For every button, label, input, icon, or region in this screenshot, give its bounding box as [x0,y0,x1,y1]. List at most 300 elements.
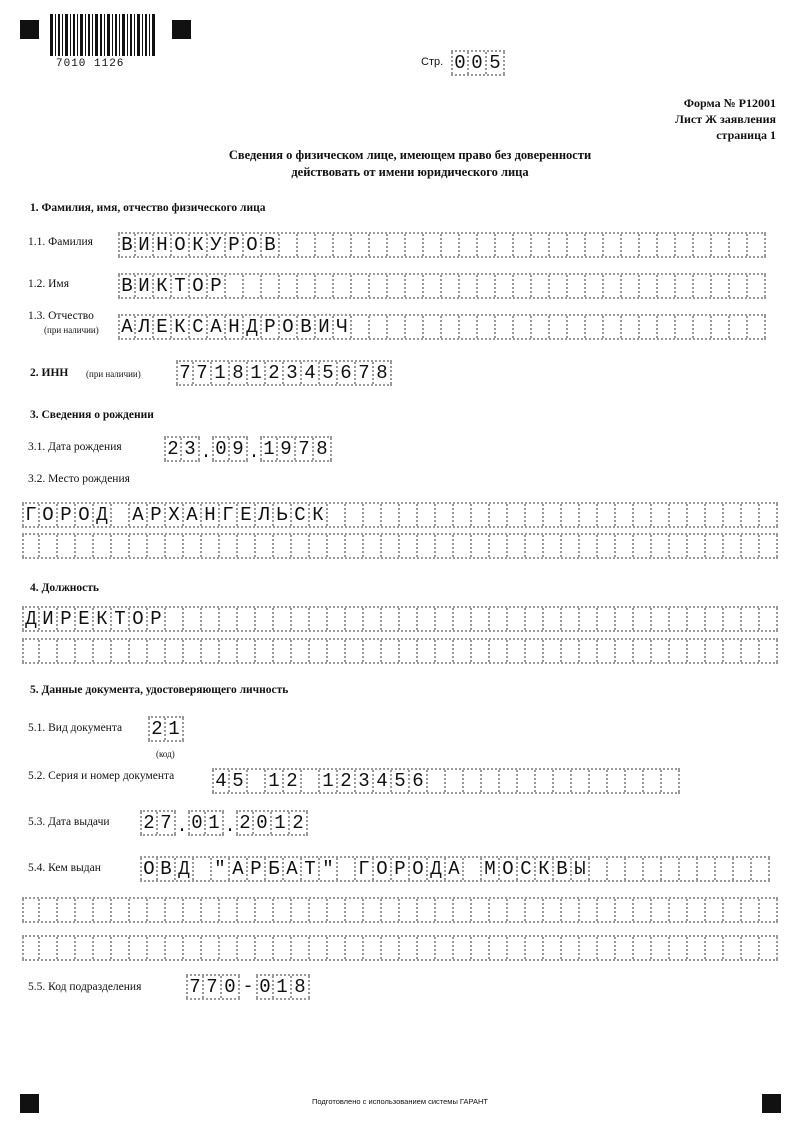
char-cell [364,608,382,630]
inn-field[interactable] [176,360,392,386]
char-cell [436,640,454,662]
char-cell [184,608,202,630]
char-cell [562,608,580,630]
char-cell [334,275,352,297]
char-cell: 8 [314,438,332,460]
char-cell: 2 [236,812,254,834]
char-cell: О [190,275,208,297]
char-cell [544,608,562,630]
inn-note: (при наличии) [86,369,141,379]
char-cell [478,316,496,338]
char-cell [472,899,490,921]
char-cell [508,535,526,557]
char-cell [280,275,298,297]
char-cell [724,504,742,526]
char-cell [112,535,130,557]
char-cell [40,899,58,921]
char-cell [670,937,688,959]
char-cell [568,234,586,256]
char-cell [508,899,526,921]
page-number-field[interactable] [451,50,505,76]
char-cell: Г [22,504,40,526]
char-cell: 0 [256,976,274,998]
char-cell: В [298,316,316,338]
date-separator: . [200,443,212,463]
char-cell: 5 [487,52,505,74]
char-cell [460,275,478,297]
char-cell [626,858,644,880]
char-cell [454,504,472,526]
char-cell: 0 [212,438,230,460]
form-sheet: Лист Ж заявления [675,112,776,126]
char-cell [400,608,418,630]
char-cell [112,899,130,921]
char-cell [382,608,400,630]
char-cell [346,937,364,959]
char-cell [352,316,370,338]
char-cell: Г [356,858,374,880]
char-cell [184,535,202,557]
char-cell [442,316,460,338]
char-cell [550,275,568,297]
char-cell: И [136,275,154,297]
char-cell [652,937,670,959]
char-cell [598,640,616,662]
char-cell [724,640,742,662]
char-cell [568,316,586,338]
char-cell: Р [248,858,266,880]
char-cell [586,316,604,338]
char-cell [562,504,580,526]
char-cell [562,640,580,662]
char-cell: Р [148,504,166,526]
issue-date-field[interactable] [140,810,308,836]
char-cell: К [536,858,554,880]
char-cell [760,535,778,557]
char-cell: 2 [290,812,308,834]
char-cell [640,234,658,256]
char-cell [518,770,536,792]
dob-month[interactable] [212,436,248,462]
char-cell [446,770,464,792]
char-cell [22,899,40,921]
char-cell [580,899,598,921]
char-cell [406,275,424,297]
char-cell [382,504,400,526]
char-cell [194,858,212,880]
char-cell [626,770,644,792]
char-cell [496,275,514,297]
char-cell [454,640,472,662]
char-cell: 7 [356,362,374,384]
char-cell [688,608,706,630]
char-cell [550,234,568,256]
char-cell: Н [202,504,220,526]
char-cell: 8 [374,362,392,384]
char-cell [706,899,724,921]
char-cell [256,899,274,921]
char-cell [202,640,220,662]
char-cell [238,535,256,557]
char-cell [316,234,334,256]
char-cell: 7 [194,362,212,384]
char-cell: Е [154,316,172,338]
char-cell [562,937,580,959]
char-cell [22,535,40,557]
char-cell: О [280,316,298,338]
char-cell [706,608,724,630]
char-cell [544,640,562,662]
char-cell: 2 [338,770,356,792]
char-cell [166,608,184,630]
char-cell [40,640,58,662]
char-cell [406,234,424,256]
char-cell [346,504,364,526]
char-cell [112,504,130,526]
char-cell [202,899,220,921]
dob-label: 3.1. Дата рождения [28,441,122,453]
char-cell [748,316,766,338]
char-cell [292,535,310,557]
char-cell [202,608,220,630]
char-cell [94,937,112,959]
char-cell [472,937,490,959]
char-cell [424,316,442,338]
char-cell: 6 [338,362,356,384]
char-cell [490,640,508,662]
char-cell [716,858,734,880]
char-cell [514,316,532,338]
char-cell [166,535,184,557]
char-cell: К [94,608,112,630]
char-cell: Г [220,504,238,526]
char-cell [418,899,436,921]
char-cell [662,858,680,880]
char-cell [482,770,500,792]
char-cell [490,608,508,630]
char-cell: 4 [302,362,320,384]
form-id [675,95,776,143]
char-cell [298,234,316,256]
char-cell: Р [262,316,280,338]
char-cell [310,640,328,662]
char-cell [352,234,370,256]
char-cell: А [284,858,302,880]
char-cell [526,937,544,959]
char-cell [616,640,634,662]
char-cell: 7 [176,362,194,384]
char-cell [634,608,652,630]
char-cell: 4 [212,770,230,792]
char-cell [112,937,130,959]
char-cell [706,937,724,959]
patronymic-field[interactable] [118,314,766,340]
char-cell: 3 [182,438,200,460]
char-cell [670,640,688,662]
char-cell [652,899,670,921]
dob-day[interactable] [164,436,200,462]
char-cell: Т [172,275,190,297]
position-field-line-1[interactable] [22,606,778,632]
char-cell: С [518,858,536,880]
char-cell [256,640,274,662]
name-field[interactable] [118,273,766,299]
char-cell [166,640,184,662]
char-cell [130,899,148,921]
char-cell [508,937,526,959]
char-cell: С [292,504,310,526]
char-cell: А [130,504,148,526]
surname-field[interactable] [118,232,766,258]
char-cell [652,504,670,526]
issuer-field-line-2[interactable] [22,897,778,923]
char-cell: Р [226,234,244,256]
char-cell: Р [392,858,410,880]
char-cell [760,937,778,959]
char-cell [598,608,616,630]
char-cell [598,535,616,557]
char-cell [436,899,454,921]
dept-code-separator: - [242,977,254,997]
dept-code-part-2[interactable] [256,974,310,1000]
issue-year[interactable] [236,810,308,836]
char-cell [712,234,730,256]
char-cell [58,640,76,662]
char-cell [400,535,418,557]
issuer-label: 5.4. Кем выдан [28,862,101,874]
char-cell [490,504,508,526]
char-cell: 0 [451,52,469,74]
char-cell [364,504,382,526]
char-cell [442,234,460,256]
char-cell: О [244,234,262,256]
char-cell [496,234,514,256]
char-cell: 1 [212,362,230,384]
series-number-field[interactable] [212,768,680,794]
dept-code-field[interactable] [186,974,310,1000]
char-cell [742,937,760,959]
char-cell: Ч [334,316,352,338]
issue-month[interactable] [188,810,224,836]
char-cell [712,316,730,338]
char-cell [202,535,220,557]
pob-field-line-1[interactable] [22,502,778,528]
char-cell [508,608,526,630]
char-cell [478,275,496,297]
char-cell [598,937,616,959]
dob-year[interactable] [260,436,332,462]
name-label: 1.2. Имя [28,278,69,290]
char-cell [382,899,400,921]
char-cell [604,275,622,297]
char-cell: Д [428,858,446,880]
char-cell: Е [76,608,94,630]
char-cell [58,937,76,959]
char-cell [464,770,482,792]
page-label: Стр. [421,56,444,68]
char-cell: М [482,858,500,880]
char-cell: 2 [164,438,182,460]
doc-type-field[interactable] [148,716,184,742]
char-cell [406,316,424,338]
char-cell [532,275,550,297]
char-cell [688,937,706,959]
char-cell [94,640,112,662]
char-cell: 7 [204,976,222,998]
char-cell [238,937,256,959]
char-cell [256,608,274,630]
doc-type-label: 5.1. Вид документа [28,722,123,734]
char-cell: 3 [284,362,302,384]
char-cell [598,899,616,921]
char-cell [652,640,670,662]
char-cell: О [76,504,94,526]
char-cell: И [136,234,154,256]
char-cell: О [130,608,148,630]
char-cell: О [374,858,392,880]
char-cell [40,937,58,959]
char-cell: А [446,858,464,880]
char-cell: 1 [166,718,184,740]
char-cell [586,234,604,256]
char-cell [622,234,640,256]
char-cell: Д [176,858,194,880]
pob-label: 3.2. Место рождения [28,473,130,485]
char-cell: У [208,234,226,256]
char-cell [508,504,526,526]
char-cell: Е [238,504,256,526]
char-cell [544,504,562,526]
char-cell [572,770,590,792]
char-cell [274,937,292,959]
char-cell [640,316,658,338]
corner-marker-top-left [20,20,39,39]
char-cell: 3 [356,770,374,792]
char-cell: 9 [278,438,296,460]
char-cell [370,316,388,338]
char-cell [676,316,694,338]
char-cell [364,640,382,662]
char-cell [730,316,748,338]
char-cell: Н [226,316,244,338]
char-cell [454,899,472,921]
char-cell: 1 [260,438,278,460]
char-cell: 1 [274,976,292,998]
char-cell [76,937,94,959]
char-cell: 2 [284,770,302,792]
char-cell [616,504,634,526]
char-cell [652,608,670,630]
char-cell [634,640,652,662]
char-cell: 2 [140,812,158,834]
char-cell: О [140,858,158,880]
char-cell: 8 [230,362,248,384]
char-cell [400,899,418,921]
char-cell: 7 [186,976,204,998]
char-cell: Б [266,858,284,880]
doc-type-note: (код) [156,749,175,759]
char-cell [76,640,94,662]
dob-field[interactable] [164,436,332,462]
char-cell [220,899,238,921]
char-cell [598,504,616,526]
char-cell [706,504,724,526]
char-cell [382,535,400,557]
issuer-field-line-3[interactable] [22,935,778,961]
dept-code-part-1[interactable] [186,974,240,1000]
char-cell: А [208,316,226,338]
char-cell [464,858,482,880]
position-field-line-2[interactable] [22,638,778,664]
char-cell [364,899,382,921]
char-cell: 2 [266,362,284,384]
char-cell [472,640,490,662]
char-cell [680,858,698,880]
char-cell [328,535,346,557]
char-cell [634,899,652,921]
char-cell [760,899,778,921]
char-cell [388,234,406,256]
char-cell [316,275,334,297]
char-cell [688,504,706,526]
char-cell [670,899,688,921]
char-cell [676,275,694,297]
char-cell: В [554,858,572,880]
char-cell [370,275,388,297]
char-cell [238,640,256,662]
char-cell [244,275,262,297]
char-cell [568,275,586,297]
char-cell [622,316,640,338]
char-cell [604,234,622,256]
char-cell [58,535,76,557]
char-cell: 5 [392,770,410,792]
surname-label: 1.1. Фамилия [28,236,93,248]
char-cell [436,535,454,557]
char-cell [748,234,766,256]
char-cell [418,937,436,959]
form-number: Форма № Р12001 [683,96,776,110]
char-cell [554,770,572,792]
issuer-field-line-1[interactable] [140,856,770,882]
char-cell [328,640,346,662]
char-cell: В [118,275,136,297]
char-cell [166,937,184,959]
char-cell [424,234,442,256]
char-cell [490,899,508,921]
char-cell [328,899,346,921]
char-cell [616,937,634,959]
footer-text: Подготовлено с использованием системы ГАРАНТ [312,1097,488,1106]
issue-day[interactable] [140,810,176,836]
char-cell: К [172,316,190,338]
char-cell [184,640,202,662]
char-cell [532,234,550,256]
char-cell [238,899,256,921]
char-cell: " [212,858,230,880]
char-cell: 2 [148,718,166,740]
char-cell [526,504,544,526]
char-cell: 1 [206,812,224,834]
char-cell [742,640,760,662]
pob-field-line-2[interactable] [22,533,778,559]
char-cell [752,858,770,880]
char-cell [724,535,742,557]
char-cell: Р [208,275,226,297]
char-cell [496,316,514,338]
char-cell [454,608,472,630]
char-cell [478,234,496,256]
